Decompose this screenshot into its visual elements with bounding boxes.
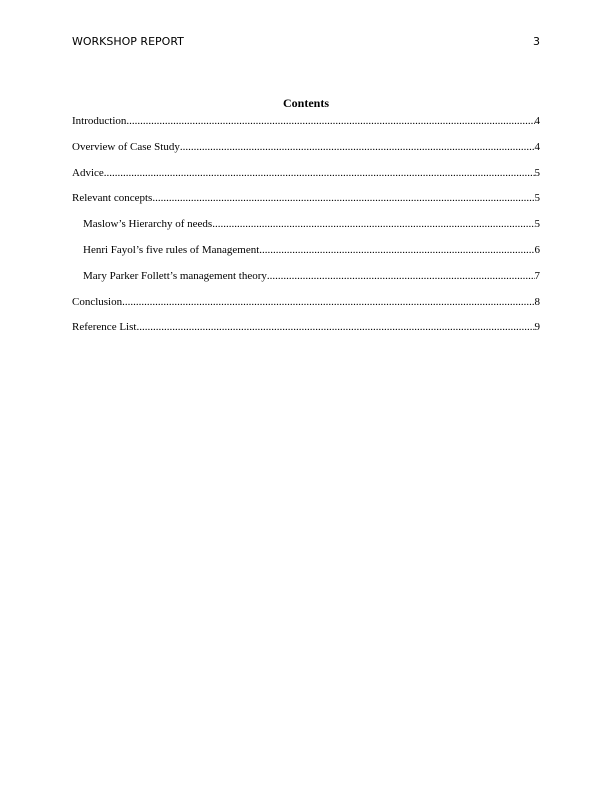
toc-label: Overview of Case Study	[72, 140, 180, 153]
toc-page: 5	[534, 192, 540, 205]
toc-page: 9	[534, 321, 540, 334]
dot-leader	[267, 270, 535, 282]
dot-leader	[180, 141, 535, 153]
toc-page: 7	[534, 269, 540, 282]
toc-page: 4	[534, 140, 540, 153]
dot-leader	[122, 296, 534, 308]
toc-label: Conclusion	[72, 295, 123, 308]
table-of-contents	[72, 115, 540, 347]
toc-page: 8	[534, 295, 540, 308]
toc-label: Henri Fayol’s five rules of Management	[83, 243, 260, 256]
dot-leader	[212, 218, 534, 230]
dot-leader	[126, 115, 534, 127]
toc-page: 5	[534, 218, 540, 231]
toc-label: Maslow’s Hierarchy of needs	[83, 218, 213, 231]
header-page-number: 3	[533, 35, 540, 48]
dot-leader	[259, 244, 534, 256]
header-title: WORKSHOP REPORT	[72, 35, 184, 48]
page-header	[72, 35, 540, 48]
toc-entry-maslow[interactable]	[72, 218, 540, 244]
toc-label: Reference List	[72, 321, 137, 334]
dot-leader	[152, 192, 534, 204]
dot-leader	[104, 167, 535, 179]
toc-label: Mary Parker Follett’s management theory	[83, 269, 267, 282]
dot-leader	[136, 321, 534, 333]
toc-entry-reference-list[interactable]	[72, 321, 540, 347]
toc-entry-overview[interactable]	[72, 141, 540, 167]
toc-entry-conclusion[interactable]	[72, 296, 540, 322]
contents-title: Contents	[282, 96, 329, 110]
toc-label: Relevant concepts	[72, 192, 153, 205]
toc-entry-follett[interactable]	[72, 270, 540, 296]
toc-entry-fayol[interactable]	[72, 244, 540, 270]
toc-entry-introduction[interactable]	[72, 115, 540, 141]
toc-entry-advice[interactable]	[72, 167, 540, 193]
toc-entry-relevant-concepts[interactable]	[72, 192, 540, 218]
toc-label: Introduction	[72, 115, 127, 127]
toc-page: 6	[534, 243, 540, 256]
toc-page: 4	[534, 115, 540, 127]
toc-page: 5	[534, 166, 540, 179]
toc-label: Advice	[72, 166, 104, 179]
